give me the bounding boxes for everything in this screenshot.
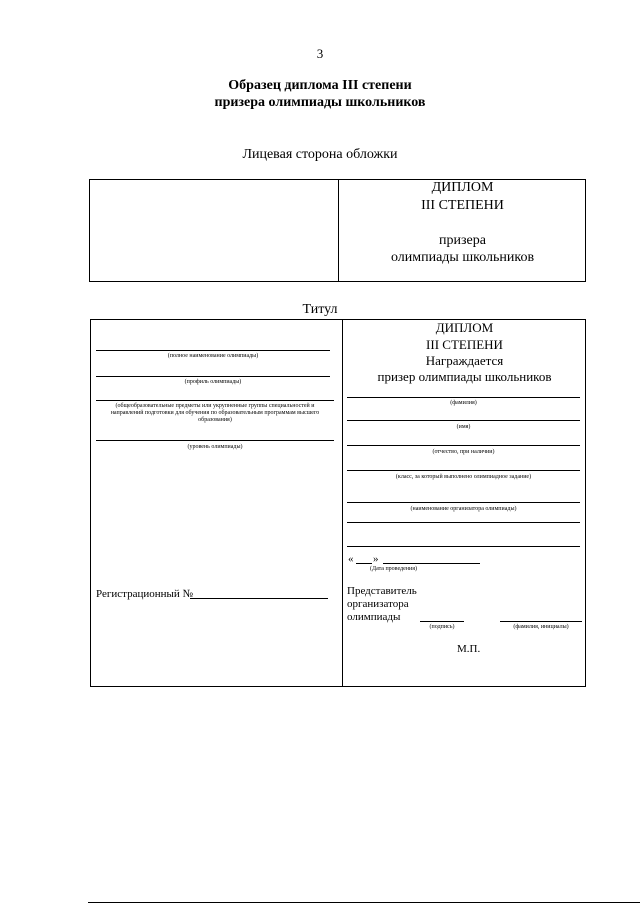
subjects-line — [96, 400, 334, 401]
grade-line — [347, 470, 580, 471]
title-diploma: ДИПЛОМ — [435, 320, 494, 335]
patronymic-line — [347, 445, 580, 446]
representative-line-2: организатора — [347, 598, 409, 610]
stamp-place: М.П. — [457, 643, 481, 655]
date-label: (Дата проведения) — [370, 566, 417, 572]
date-open-quote: « — [348, 553, 354, 565]
registration-number-label: Регистрационный № — [96, 588, 194, 600]
level-label: (уровень олимпиады) — [187, 444, 243, 450]
profile-line — [96, 376, 330, 377]
surname-line — [347, 397, 580, 398]
title-page-caption: Титул — [302, 302, 338, 317]
fio-line — [500, 621, 582, 622]
heading-line-1: Образец диплома III степени — [228, 78, 412, 93]
cover-caption: Лицевая сторона обложки — [242, 147, 398, 162]
title-winner: призер олимпиады школьников — [377, 369, 552, 384]
title-awarded: Награждается — [425, 353, 504, 368]
cover-degree: III СТЕПЕНИ — [421, 198, 504, 213]
grade-label: (класс, за который выполнено олимпиадное задание) — [395, 474, 532, 480]
cover-winner: призера — [439, 233, 486, 248]
cover-diploma: ДИПЛОМ — [431, 180, 494, 195]
organizer-label: (наименование организатора олимпиады) — [410, 506, 517, 512]
olympiad-name-line — [96, 350, 330, 351]
signature-line — [420, 621, 464, 622]
heading-line-2: призера олимпиады школьников — [214, 95, 426, 110]
representative-line-1: Представитель — [347, 585, 417, 597]
page-bottom-border — [88, 902, 640, 903]
date-day-line — [356, 563, 372, 564]
profile-label: (профиль олимпиады) — [184, 379, 242, 385]
subjects-label: (общеобразовательные предметы или укрупненные группы специальностей и направлений подготовки для обучения по образовательным программам высшего образования) — [110, 403, 320, 423]
signature-label: (подпись) — [429, 624, 455, 630]
fio-label: (фамилия, инициалы) — [513, 624, 569, 630]
surname-label: (фамилия) — [450, 400, 477, 406]
name-line — [347, 420, 580, 421]
organizer-line — [347, 502, 580, 503]
page-number: 3 — [316, 46, 324, 61]
date-close-quote: » — [373, 553, 379, 565]
level-line — [96, 440, 334, 441]
cover-olympiad: олимпиады школьников — [390, 250, 535, 265]
name-label: (имя) — [456, 424, 471, 430]
representative-line-3: олимпиады — [347, 611, 401, 623]
organizer-line-2 — [347, 522, 580, 523]
registration-number-line — [190, 598, 328, 599]
olympiad-name-label: (полное наименование олимпиады) — [167, 353, 259, 359]
date-month-year-line — [383, 563, 480, 564]
extra-line — [347, 546, 580, 547]
patronymic-label: (отчество, при наличии) — [432, 449, 495, 455]
title-degree: III СТЕПЕНИ — [426, 337, 503, 352]
